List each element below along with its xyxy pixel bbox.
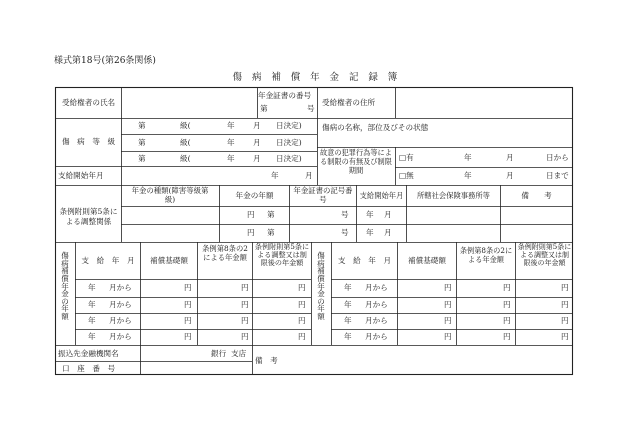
pension-adjusted-header-right: 条例附則第5条による調整又は制限後の年金額 [517,243,572,268]
pension-row-yen: 円 [241,283,249,292]
adjust-pension-amount-header: 年金の年額 [235,191,274,200]
adjust-year: 年 [366,228,374,237]
pension-row-yen: 円 [184,300,192,309]
grade-unit: 級( [180,154,191,163]
restriction-from-month: 月 [506,153,514,162]
bank-institution-label: 振込先金融機関名 [58,349,119,358]
grade-month: 月 [253,121,261,130]
adjust-label: 条例附則第5条による調整関係 [59,207,118,226]
grade-year: 年 [227,121,235,130]
certificate-number-label: 年金証書の番号 [258,91,312,100]
account-number-label: 口 座 番 号 [62,364,116,373]
pension-row-yen: 円 [298,316,306,325]
pension-row-yen: 円 [241,332,249,341]
adjust-dai: 第 [267,228,275,237]
pension-side-label-right: 傷病補償年金の年額 [317,251,325,322]
pension-base-header-right: 補償基礎額 [408,256,446,265]
grade-decision: 日決定) [276,138,302,147]
adjust-start-header: 支給開始年月 [359,191,404,200]
grade-year: 年 [227,138,235,147]
adjust-dai: 第 [267,210,275,219]
pension-row-yen: 円 [184,332,192,341]
pension-row-year: 年 [88,316,96,325]
pension-row-year: 年 [344,283,352,292]
pension-row-yen: 円 [561,316,569,325]
pension-row-yen: 円 [298,283,306,292]
pension-row-year: 年 [344,332,352,341]
restriction-label: 故意の犯罪行為等による制限の有無及び制限期間 [320,148,392,175]
grade-unit: 級( [180,138,191,147]
certificate-number-prefix: 第 [260,104,268,113]
adjust-yen: 円 [247,228,255,237]
bank-suffix: 銀行 [211,349,227,358]
pension-row-yen: 円 [298,300,306,309]
pension-row-yen: 円 [561,300,569,309]
pension-base-header-left: 補償基礎額 [150,256,188,265]
start-month: 月 [305,171,313,180]
adjust-office-header: 所轄社会保険事務所等 [417,191,490,200]
pension-row-yen: 円 [184,283,192,292]
pension-row-year: 年 [344,316,352,325]
adjust-go: 号 [341,210,349,219]
pension-art8-header-right: 条例第8条の2による年金額 [459,246,513,264]
pension-row-month: 月から [365,332,388,341]
restriction-none-checkbox[interactable]: □無 [399,171,414,180]
page-title: 傷 病 補 償 年 金 記 録 簿 [232,72,398,83]
restriction-from-day: 日から [546,153,569,162]
pension-row-yen: 円 [503,332,511,341]
pension-row-year: 年 [88,283,96,292]
restriction-from-year: 年 [464,153,472,162]
pension-row-yen: 円 [503,316,511,325]
pension-row-yen: 円 [184,316,192,325]
branch-suffix: 支店 [231,349,247,358]
pension-row-month: 月から [109,283,132,292]
adjust-month: 月 [384,228,392,237]
pension-row-year: 年 [88,300,96,309]
form-id: 様式第18号(第26条関係) [54,56,156,66]
restriction-until-year: 年 [464,171,472,180]
adjust-pension-type-header: 年金の種類(障害等級第 級) [131,186,216,204]
pension-row-yen: 円 [241,300,249,309]
start-year: 年 [271,171,279,180]
grade-month: 月 [253,138,261,147]
adjust-year: 年 [366,210,374,219]
recipient-name-label: 受給権者の氏名 [62,98,116,107]
pension-row-yen: 円 [298,332,306,341]
pension-row-yen: 円 [503,283,511,292]
grade-prefix: 第 [138,138,146,147]
adjust-yen: 円 [247,210,255,219]
certificate-number-suffix: 号 [307,104,315,113]
pension-row-yen: 円 [561,332,569,341]
pension-row-month: 月から [109,332,132,341]
pension-side-label-left: 傷病補償年金の年額 [61,251,69,322]
grade-decision: 日決定) [276,154,302,163]
pension-row-yen: 円 [444,316,452,325]
grade-decision: 日決定) [276,121,302,130]
pension-row-year: 年 [88,332,96,341]
injury-name-label: 傷病の名称，部位及びその状態 [322,123,429,132]
pension-adjusted-header-left: 条例附則第5条による調整又は制限後の年金額 [254,242,310,268]
pension-row-month: 月から [109,316,132,325]
pension-row-yen: 円 [444,283,452,292]
restriction-until-day: 日まで [546,171,569,180]
grade-label: 傷 病 等 級 [62,137,116,146]
restriction-has-checkbox[interactable]: □有 [399,153,414,162]
grade-prefix: 第 [138,154,146,163]
grade-unit: 級( [180,121,191,130]
pension-row-yen: 円 [241,316,249,325]
recipient-address-field[interactable] [396,88,572,118]
pension-row-month: 月から [109,300,132,309]
pension-row-yen: 円 [561,283,569,292]
pension-start-header-left: 支 給 年 月 [81,256,135,265]
bank-remarks-label: 備 考 [255,356,278,365]
restriction-until-month: 月 [506,171,514,180]
pension-row-month: 月から [365,316,388,325]
form-border [56,88,573,375]
grade-year: 年 [227,154,235,163]
start-label: 支給開始年月 [58,171,104,180]
adjust-month: 月 [384,210,392,219]
grade-month: 月 [253,154,261,163]
adjust-cert-number-header: 年金証書の記号番号 [293,186,353,204]
pension-row-month: 月から [365,283,388,292]
pension-start-header-right: 支 給 年 月 [337,256,392,265]
pension-art8-header-left: 条例第8条の2による年金額 [202,244,248,262]
adjust-remarks-header: 備 考 [521,191,552,200]
pension-row-yen: 円 [444,332,452,341]
adjust-go: 号 [341,228,349,237]
recipient-name-field[interactable] [122,88,256,118]
pension-row-yen: 円 [503,300,511,309]
grade-prefix: 第 [138,121,146,130]
recipient-address-label: 受給権者の住所 [322,98,376,107]
pension-row-yen: 円 [444,300,452,309]
pension-row-year: 年 [344,300,352,309]
pension-row-month: 月から [365,300,388,309]
